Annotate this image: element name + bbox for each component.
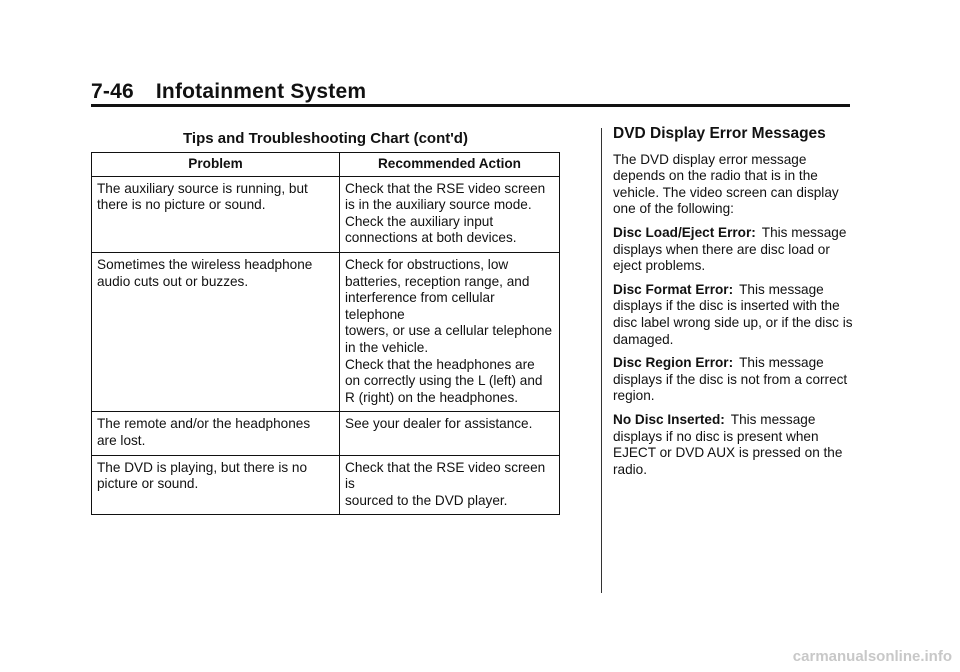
error-entry bbox=[613, 282, 858, 348]
cell-text-line: batteries, reception range, and bbox=[345, 273, 530, 289]
intro-paragraph: The DVD display error message depends on the radio that is in the vehicle. The video screen can display one of the following: bbox=[613, 151, 839, 217]
cell-text-line: in the vehicle. bbox=[345, 339, 429, 355]
error-messages-section bbox=[613, 126, 858, 485]
section-heading: DVD Display Error Messages bbox=[613, 125, 826, 142]
cell-text-line: sourced to the DVD player. bbox=[345, 492, 508, 508]
column-divider bbox=[601, 128, 602, 593]
cell-text-line: The remote and/or the headphones bbox=[97, 416, 311, 432]
cell-text-line: Check that the RSE video screen bbox=[345, 180, 546, 196]
error-entry bbox=[613, 355, 858, 405]
error-entries bbox=[613, 225, 858, 478]
watermark: carmanualsonline.info bbox=[792, 648, 952, 665]
cell-text-line: audio cuts out or buzzes. bbox=[97, 273, 249, 289]
error-term: Disc Region Error: bbox=[613, 355, 734, 371]
action-cell bbox=[340, 176, 560, 252]
error-term: Disc Format Error: bbox=[613, 281, 734, 297]
action-cell bbox=[340, 412, 560, 455]
cell-text-line: interference from cellular telephone bbox=[345, 290, 495, 322]
page-header bbox=[91, 80, 366, 104]
error-description: This message displays if no disc is present when EJECT or DVD AUX is pressed on the radio. bbox=[613, 411, 843, 477]
error-entry bbox=[613, 225, 858, 275]
error-entry bbox=[613, 412, 858, 478]
cell-text-line: Check that the headphones are bbox=[345, 356, 535, 372]
cell-text-line: Check that the RSE video screen is bbox=[345, 459, 546, 492]
cell-text-line: there is no picture or sound. bbox=[97, 197, 266, 213]
error-term: No Disc Inserted: bbox=[613, 411, 725, 427]
table-row bbox=[92, 176, 560, 252]
troubleshooting-table bbox=[91, 152, 560, 515]
problem-cell bbox=[92, 412, 340, 455]
error-description: This message displays if the disc is not from a correct region. bbox=[613, 355, 848, 404]
table-row bbox=[92, 252, 560, 411]
cell-text-line: are lost. bbox=[97, 432, 146, 448]
cell-text-line: See your dealer for assistance. bbox=[345, 416, 533, 432]
problem-cell bbox=[92, 455, 340, 515]
problem-cell bbox=[92, 176, 340, 252]
cell-text-line: The auxiliary source is running, but bbox=[97, 180, 308, 196]
problem-cell bbox=[92, 252, 340, 411]
cell-text-line: is in the auxiliary source mode. bbox=[345, 197, 532, 213]
column-header-problem: Problem bbox=[92, 153, 340, 177]
section-title: Infotainment System bbox=[155, 80, 367, 103]
cell-text-line: The DVD is playing, but there is no bbox=[97, 459, 308, 475]
action-cell bbox=[340, 252, 560, 411]
error-description: This message displays if the disc is inserted with the disc label wrong side up, or if the disc is damaged. bbox=[613, 281, 853, 347]
table-row bbox=[92, 412, 560, 455]
cell-text-line: picture or sound. bbox=[97, 476, 199, 492]
cell-text-line: Check the auxiliary input bbox=[345, 213, 494, 229]
cell-text-line: on correctly using the L (left) and bbox=[345, 373, 543, 389]
cell-text-line: Check for obstructions, low bbox=[345, 256, 509, 272]
page-number: 7-46 bbox=[91, 80, 134, 103]
cell-text-line: Sometimes the wireless headphone bbox=[97, 256, 313, 272]
cell-text-line: connections at both devices. bbox=[345, 230, 517, 246]
table-row bbox=[92, 455, 560, 515]
cell-text-line: towers, or use a cellular telephone bbox=[345, 323, 553, 339]
action-cell bbox=[340, 455, 560, 515]
column-header-action: Recommended Action bbox=[340, 153, 560, 177]
header-rule bbox=[91, 104, 850, 107]
error-term: Disc Load/Eject Error: bbox=[613, 224, 756, 240]
error-description: This message displays when there are disc load or eject problems. bbox=[613, 224, 847, 274]
table-header-row bbox=[92, 153, 560, 177]
cell-text-line: R (right) on the headphones. bbox=[345, 389, 519, 405]
table-body bbox=[92, 176, 560, 515]
table-title: Tips and Troubleshooting Chart (cont'd) bbox=[183, 130, 468, 147]
